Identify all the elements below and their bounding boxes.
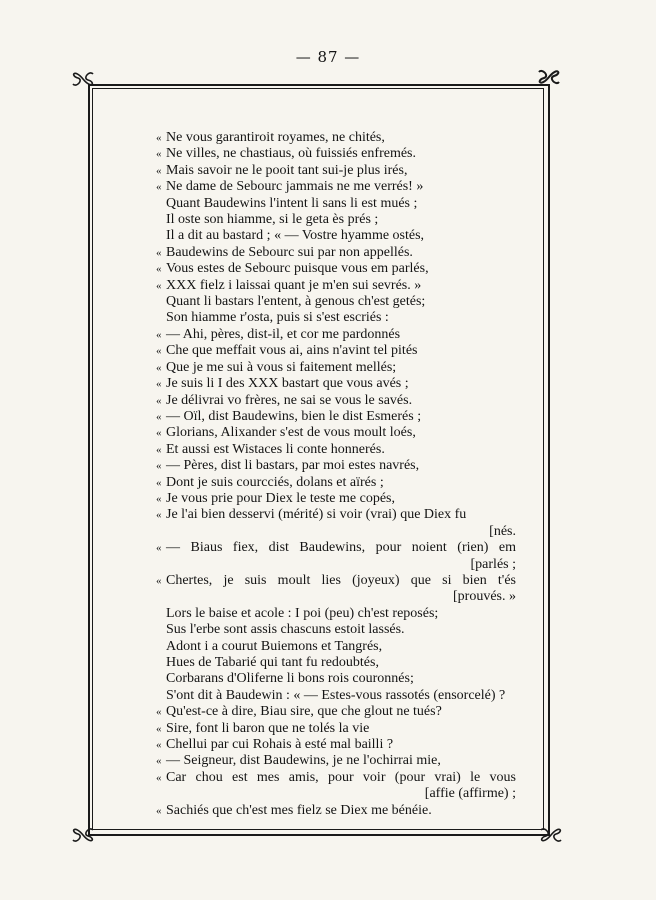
quote-mark: «: [156, 443, 162, 456]
verse-line: [156, 393, 516, 409]
verse-line-text: [prouvés. »: [453, 589, 516, 605]
verse-text: [156, 130, 516, 819]
verse-line: [156, 212, 516, 228]
verse-line: [156, 442, 516, 458]
quote-mark: «: [156, 279, 162, 292]
verse-line: [156, 409, 516, 425]
verse-line: [156, 507, 516, 523]
quote-mark: «: [156, 263, 162, 276]
verse-line-text: Qu'est-ce à dire, Biau sire, que che glout ne tués?: [166, 704, 442, 720]
verse-line-text: Chertes, je suis moult lies (joyeux) que si bien t'és: [166, 572, 516, 588]
verse-line: [156, 278, 516, 294]
verse-line: [156, 179, 516, 195]
verse-line: [156, 573, 516, 589]
quote-mark: «: [156, 755, 162, 768]
quote-mark: «: [156, 771, 162, 784]
verse-line-text: Que je me sui à vous si faitement mellés;: [166, 359, 397, 375]
verse-line: [156, 786, 516, 802]
verse-line: [156, 376, 516, 392]
verse-line: [156, 475, 516, 491]
verse-line: [156, 327, 516, 343]
corner-flourish-icon: [70, 66, 96, 92]
quote-mark: «: [156, 427, 162, 440]
verse-line-text: [nés.: [489, 523, 516, 539]
verse-line: [156, 425, 516, 441]
verse-line-text: Je l'ai bien desservi (mérité) si voir (vrai) que Diex fu: [166, 507, 467, 523]
verse-line-text: [affie (affirme) ;: [424, 786, 516, 802]
quote-mark: «: [156, 378, 162, 391]
verse-line: [156, 491, 516, 507]
quote-mark: «: [156, 476, 162, 489]
quote-mark: «: [156, 706, 162, 719]
verse-line-text: Corbarans d'Oliferne li bons rois couronnés;: [166, 671, 414, 687]
verse-line: [156, 753, 516, 769]
verse-line-text: — Oïl, dist Baudewins, bien le dist Esmerés ;: [166, 408, 422, 424]
page-number: — 87 —: [295, 48, 361, 66]
verse-line-text: Il oste son hiamme, si le geta ès prés ;: [166, 212, 379, 228]
verse-line: [156, 310, 516, 326]
corner-flourish-icon: [538, 822, 564, 848]
quote-mark: «: [156, 181, 162, 194]
quote-mark: «: [156, 804, 162, 817]
verse-line: [156, 245, 516, 261]
verse-line-text: Hues de Tabarié qui tant fu redoubtés,: [166, 655, 379, 670]
verse-line-text: Ne dame de Sebourc jammais ne me verrés! »: [166, 179, 424, 195]
quote-mark: «: [156, 328, 162, 341]
quote-mark: «: [156, 739, 162, 752]
verse-line: [156, 737, 516, 753]
verse-line-text: Sire, font li baron que ne tolés la vie: [166, 720, 370, 736]
quote-mark: «: [156, 345, 162, 358]
verse-line: [156, 458, 516, 474]
verse-line-text: Je vous prie pour Diex le teste me copés,: [166, 490, 395, 506]
verse-line: [156, 196, 516, 212]
verse-line-text: Quant Baudewins l'intent li sans li est mués ;: [166, 195, 418, 211]
verse-line: [156, 803, 516, 819]
verse-line-text: Dont je suis courcciés, dolans et aïrés ;: [166, 474, 384, 490]
verse-line: [156, 540, 516, 556]
quote-mark: «: [156, 410, 162, 423]
verse-line-text: Che que meffait vous ai, ains n'avint tel pités: [166, 343, 418, 359]
verse-line: [156, 294, 516, 310]
verse-line: [156, 261, 516, 277]
quote-mark: «: [156, 164, 162, 177]
verse-line-text: Adont i a courut Buiemons et Tangrés,: [166, 638, 383, 654]
verse-line-text: Sachiés que ch'est mes fielz se Diex me bénéie.: [166, 802, 432, 818]
verse-line-text: Son hiamme r'osta, puis si s'est escriés :: [166, 310, 389, 326]
verse-line-text: Glorians, Alixander s'est de vous moult loés,: [166, 425, 416, 441]
quote-mark: «: [156, 509, 162, 522]
quote-mark: «: [156, 460, 162, 473]
verse-line-text: Et aussi est Wistaces li conte honnerés.: [166, 441, 385, 457]
verse-line-text: Chellui par cui Rohais à esté mal bailli ?: [166, 737, 394, 753]
verse-line: [156, 671, 516, 687]
verse-line-text: Ne vous garantiroit royames, ne chités,: [166, 130, 385, 145]
verse-line-text: Je délivrai vo frères, ne sai se vous le savés.: [166, 392, 413, 408]
verse-line-text: Lors le baise et acole : I poi (peu) ch'est reposés;: [166, 605, 439, 621]
verse-line-text: — Seigneur, dist Baudewins, je ne l'ochirrai mie,: [166, 753, 441, 769]
verse-line: [156, 770, 516, 786]
verse-line-text: — Ahi, pères, dist-il, et cor me pardonnés: [166, 326, 401, 342]
quote-mark: «: [156, 394, 162, 407]
verse-line: [156, 146, 516, 162]
verse-line-text: [parlés ;: [470, 556, 516, 572]
quote-mark: «: [156, 542, 162, 555]
verse-line-text: Sus l'erbe sont assis chascuns estoit lassés.: [166, 622, 405, 638]
verse-line-text: Baudewins de Sebourc sui par non appellés.: [166, 244, 413, 260]
verse-line: [156, 606, 516, 622]
quote-mark: «: [156, 361, 162, 374]
verse-line-text: — Pères, dist li bastars, par moi estes navrés,: [166, 458, 420, 474]
quote-mark: «: [156, 132, 162, 144]
verse-line: [156, 557, 516, 573]
verse-line: [156, 228, 516, 244]
corner-flourish-icon: [70, 822, 96, 848]
verse-line: [156, 130, 516, 146]
verse-line: [156, 524, 516, 540]
verse-line: [156, 343, 516, 359]
verse-line-text: Mais savoir ne le pooit tant sui-je plus irés,: [166, 162, 408, 178]
verse-line: [156, 163, 516, 179]
verse-line: [156, 704, 516, 720]
verse-line: [156, 655, 516, 671]
verse-line-text: Ne villes, ne chastiaus, où fuissiés enfremés.: [166, 146, 416, 162]
verse-line-text: Quant li bastars l'entent, à genous ch'est getés;: [166, 294, 426, 310]
verse-line: [156, 360, 516, 376]
verse-line-text: Car chou est mes amis, pour voir (pour vrai) le vous: [166, 769, 516, 785]
verse-line-text: S'ont dit à Baudewin : « — Estes-vous rassotés (ensorcelé) ?: [166, 687, 506, 703]
verse-line: [156, 721, 516, 737]
verse-line: [156, 688, 516, 704]
quote-mark: «: [156, 492, 162, 505]
corner-flourish-icon: [536, 64, 562, 90]
quote-mark: «: [156, 246, 162, 259]
quote-mark: «: [156, 722, 162, 735]
verse-line-text: Vous estes de Sebourc puisque vous em parlés,: [166, 261, 429, 277]
quote-mark: «: [156, 574, 162, 587]
verse-line: [156, 622, 516, 638]
verse-line-text: XXX fielz i laissai quant je m'en sui sevrés. »: [166, 277, 422, 293]
verse-line: [156, 589, 516, 605]
verse-line-text: — Biaus fiex, dist Baudewins, pour noient (rien) em: [166, 540, 516, 556]
verse-line-text: Je suis li I des XXX bastart que vous avés ;: [166, 376, 409, 392]
verse-line-text: Il a dit au bastard ; « — Vostre hyamme ostés,: [166, 228, 425, 244]
quote-mark: «: [156, 148, 162, 161]
verse-line: [156, 639, 516, 655]
